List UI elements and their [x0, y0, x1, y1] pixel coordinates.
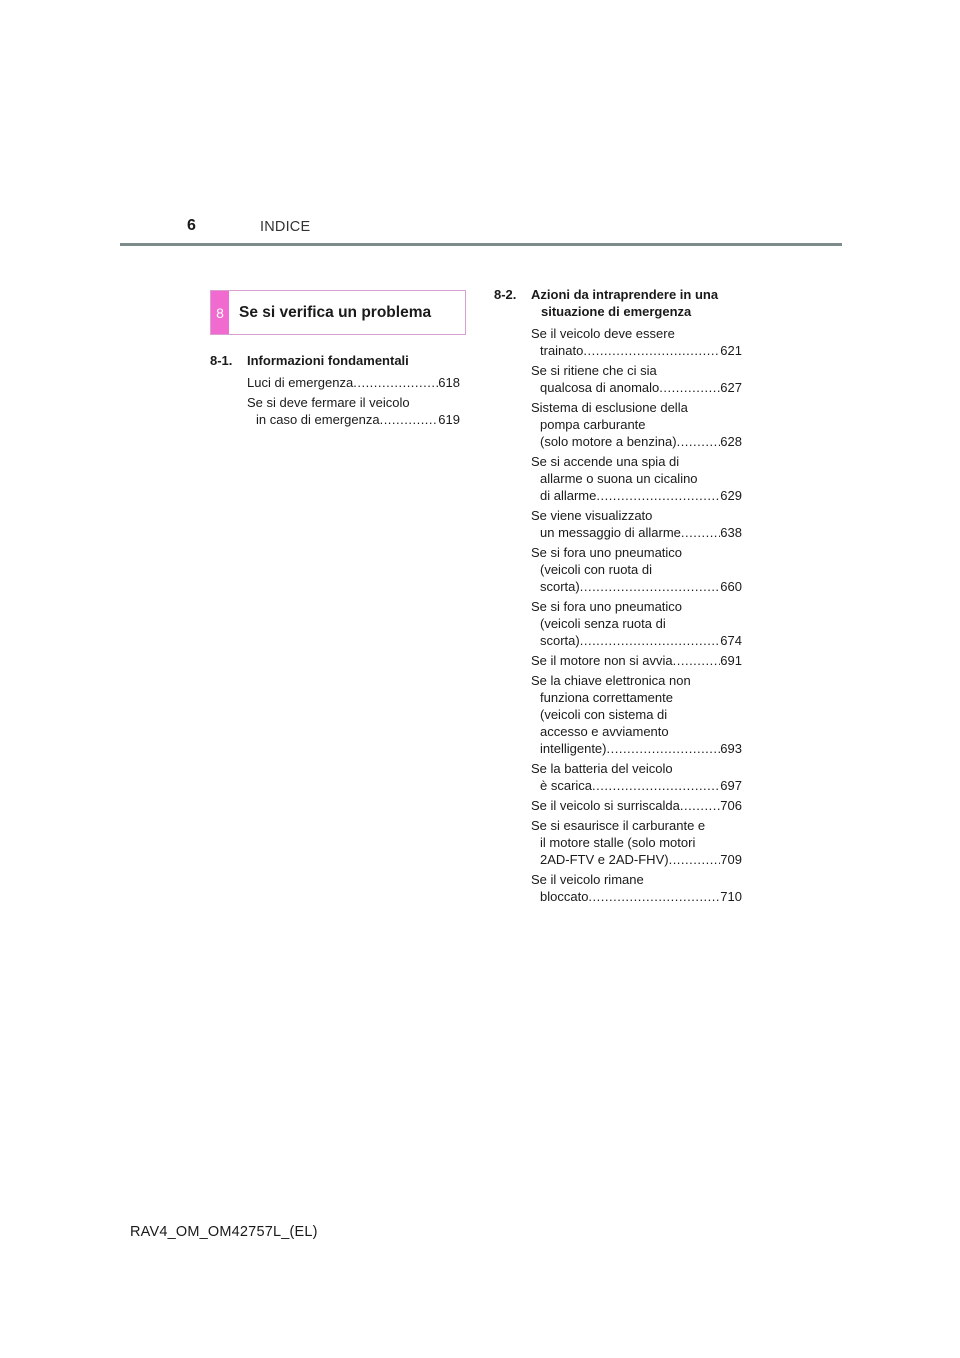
toc-entry-line: Se viene visualizzato — [531, 508, 653, 523]
toc-page-number: 709 — [720, 852, 742, 867]
toc-entry-text: scorta) — [540, 579, 580, 594]
toc-entry-last-line — [531, 578, 742, 595]
toc-leader-dots — [596, 487, 720, 504]
toc-entry[interactable] — [247, 394, 460, 428]
toc-entry-text: un messaggio di allarme — [540, 525, 681, 540]
toc-leader-dots — [583, 342, 720, 359]
toc-section-heading — [210, 352, 460, 369]
toc-leader-dots — [673, 652, 721, 669]
toc-entry-text: qualcosa di anomalo — [540, 380, 660, 395]
toc-entry-text: Luci di emergenza — [247, 375, 354, 390]
toc-leader-dots — [607, 740, 721, 757]
toc-entry[interactable] — [531, 453, 742, 504]
toc-entry-line: Se la chiave elettronica non — [531, 673, 691, 688]
toc-leader-dots — [669, 851, 721, 868]
toc-entry-line: Se si deve fermare il veicolo — [247, 395, 410, 410]
chapter-title: Se si verifica un problema — [239, 303, 432, 321]
toc-section-title-line: situazione di emergenza — [541, 304, 692, 319]
toc-entry[interactable] — [531, 399, 742, 450]
toc-entry-text: è scarica — [540, 778, 593, 793]
toc-leader-dots — [580, 632, 721, 649]
toc-entry[interactable] — [531, 362, 742, 396]
toc-leader-dots — [380, 411, 439, 428]
toc-entry[interactable] — [531, 652, 742, 669]
toc-entry-line: accesso e avviamento — [540, 724, 669, 739]
toc-left-column — [210, 352, 460, 431]
toc-entry[interactable] — [247, 374, 460, 391]
toc-entry-last-line — [531, 524, 742, 541]
toc-page-number: 710 — [720, 889, 742, 904]
toc-page-number: 619 — [438, 412, 460, 427]
toc-entry-last-line — [531, 487, 742, 504]
toc-entry-last-line — [531, 652, 742, 669]
toc-entry-last-line — [247, 374, 460, 391]
toc-section-number: 8-2. — [494, 287, 517, 302]
toc-entry-last-line — [531, 740, 742, 757]
toc-entry[interactable] — [531, 325, 742, 359]
toc-page-number: 638 — [720, 525, 742, 540]
toc-entry-line: (veicoli con ruota di — [540, 562, 652, 577]
toc-page-number: 628 — [720, 434, 742, 449]
toc-page-number: 629 — [720, 488, 742, 503]
toc-entry-last-line — [531, 379, 742, 396]
toc-entry-text: Se il motore non si avvia — [531, 653, 673, 668]
document-code: RAV4_OM_OM42757L_(EL) — [130, 1224, 318, 1240]
toc-entry-last-line — [531, 888, 742, 905]
toc-entry-line: Sistema di esclusione della — [531, 400, 688, 415]
toc-entry-line: Se si ritiene che ci sia — [531, 363, 657, 378]
toc-leader-dots — [681, 524, 720, 541]
toc-entry-text: in caso di emergenza — [256, 412, 380, 427]
toc-right-column — [494, 286, 742, 908]
chapter-number-tab: 8 — [211, 291, 229, 334]
toc-entry-line: Se il veicolo deve essere — [531, 326, 675, 341]
header-rule — [120, 243, 842, 246]
toc-leader-dots — [353, 374, 438, 391]
toc-entry-text: di allarme — [540, 488, 597, 503]
toc-entry[interactable] — [531, 797, 742, 814]
toc-page-number: 618 — [438, 375, 460, 390]
toc-leader-dots — [680, 797, 720, 814]
toc-entry[interactable] — [531, 817, 742, 868]
toc-page-number: 674 — [720, 633, 742, 648]
toc-entry-last-line — [531, 797, 742, 814]
section-label: INDICE — [260, 219, 311, 235]
toc-entry-line: Se si fora uno pneumatico — [531, 599, 683, 614]
toc-leader-dots — [677, 433, 721, 450]
toc-entry-last-line — [531, 851, 742, 868]
toc-entry[interactable] — [531, 544, 742, 595]
toc-section-title — [247, 352, 460, 369]
toc-entry-text: (solo motore a benzina) — [540, 434, 677, 449]
toc-entry[interactable] — [531, 598, 742, 649]
toc-entry-text: 2AD-FTV e 2AD-FHV) — [540, 852, 669, 867]
toc-entry-text: bloccato — [540, 889, 589, 904]
toc-entry[interactable] — [531, 871, 742, 905]
toc-page-number: 660 — [720, 579, 742, 594]
toc-entry[interactable] — [531, 507, 742, 541]
toc-entry-text: intelligente) — [540, 741, 607, 756]
toc-entry-line: pompa carburante — [540, 417, 646, 432]
toc-entry-line: Se la batteria del veicolo — [531, 761, 673, 776]
chapter-box — [210, 290, 466, 335]
toc-entry-text: Se il veicolo si surriscalda — [531, 798, 680, 813]
toc-entry-last-line — [531, 433, 742, 450]
toc-entry-last-line — [531, 342, 742, 359]
toc-section-title — [531, 286, 742, 320]
toc-entry-line: Se si fora uno pneumatico — [531, 545, 683, 560]
toc-leader-dots — [580, 578, 721, 595]
toc-entry[interactable] — [531, 672, 742, 757]
toc-page-number: 693 — [720, 741, 742, 756]
toc-page-number: 621 — [720, 343, 742, 358]
page-number: 6 — [187, 217, 196, 234]
toc-page-number: 706 — [720, 798, 742, 813]
toc-entry-last-line — [247, 411, 460, 428]
toc-leader-dots — [588, 888, 720, 905]
toc-entry-line: funziona correttamente — [540, 690, 673, 705]
toc-page-number: 697 — [720, 778, 742, 793]
toc-page-number: 627 — [720, 380, 742, 395]
toc-entry-line: il motore stalle (solo motori — [540, 835, 696, 850]
toc-entry-line: (veicoli con sistema di — [540, 707, 668, 722]
toc-entry-line: Se il veicolo rimane — [531, 872, 644, 887]
toc-entry-text: trainato — [540, 343, 584, 358]
toc-entry-line: allarme o suona un cicalino — [540, 471, 698, 486]
toc-section-title-line: Informazioni fondamentali — [247, 353, 409, 368]
toc-entry[interactable] — [531, 760, 742, 794]
toc-section-heading — [494, 286, 742, 320]
toc-leader-dots — [659, 379, 720, 396]
toc-section-title-line: Azioni da intraprendere in una — [531, 287, 719, 302]
toc-section-number: 8-1. — [210, 353, 233, 368]
toc-entry-line: Se si esaurisce il carburante e — [531, 818, 706, 833]
toc-leader-dots — [592, 777, 720, 794]
toc-entry-text: scorta) — [540, 633, 580, 648]
toc-entry-line: Se si accende una spia di — [531, 454, 680, 469]
toc-entry-line: (veicoli senza ruota di — [540, 616, 666, 631]
toc-entry-last-line — [531, 632, 742, 649]
toc-page-number: 691 — [720, 653, 742, 668]
toc-entry-last-line — [531, 777, 742, 794]
